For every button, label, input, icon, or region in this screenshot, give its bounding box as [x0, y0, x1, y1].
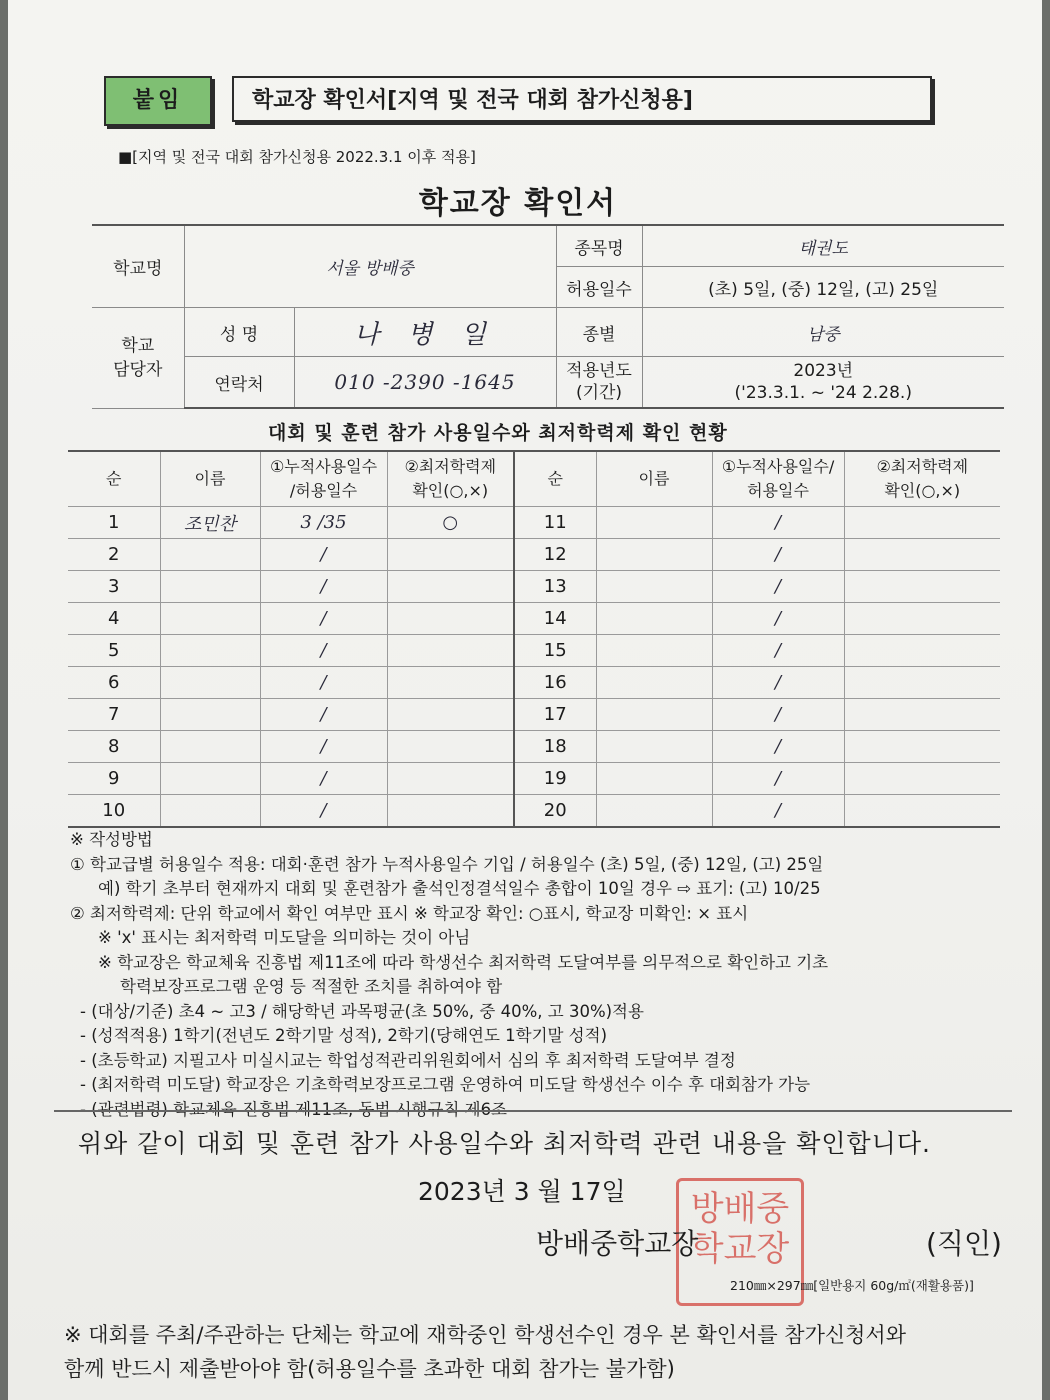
row-days-right: / [712, 667, 844, 699]
category-label: 종별 [556, 308, 642, 357]
col-days-right-line1: ①누적사용일수/ [721, 457, 835, 476]
col-grade-right-line2: 확인(○,×) [884, 481, 961, 500]
instruction-line: - (초등학교) 지필고사 미실시교는 학업성적관리위원회에서 심의 후 최저학력 도달여부 결정 [80, 1050, 736, 1070]
allowed-days-value: (초) 5일, (중) 12일, (고) 25일 [642, 267, 1004, 308]
table-row [68, 539, 1000, 571]
document-sheet [8, 0, 1042, 1400]
row-no-left: 8 [68, 731, 160, 763]
row-days-right: / [712, 795, 844, 828]
official-seal-stamp: 방배중 학교장 [676, 1178, 804, 1306]
row-no-right: 11 [514, 507, 596, 539]
col-no-right: 순 [514, 451, 596, 507]
row-no-right: 19 [514, 763, 596, 795]
row-days-left: / [260, 571, 387, 603]
year-value: 2023년 [793, 361, 854, 381]
col-grade-left-line2: 확인(○,×) [412, 481, 489, 500]
row-grade-left [387, 763, 514, 795]
instruction-line: 학력보장프로그램 운영 등 적절한 조치를 취하여야 함 [120, 977, 503, 996]
row-days-right: / [712, 731, 844, 763]
table-row [68, 731, 1000, 763]
sport-value: 태권도 [642, 225, 1004, 267]
name-label: 성 명 [184, 308, 294, 357]
row-no-left: 2 [68, 539, 160, 571]
row-grade-right [844, 699, 1000, 731]
col-days-left [260, 451, 387, 507]
col-grade-left [387, 451, 514, 507]
row-days-left: / [260, 699, 387, 731]
table-row [68, 795, 1000, 828]
table-row [68, 603, 1000, 635]
row-name-left [160, 539, 260, 571]
row-name-right [596, 539, 712, 571]
row-days-left: / [260, 763, 387, 795]
table-row [68, 635, 1000, 667]
row-no-right: 12 [514, 539, 596, 571]
row-name-right [596, 603, 712, 635]
instruction-line: ※ 'x' 표시는 최저학력 미도달을 의미하는 것이 아님 [98, 928, 471, 947]
row-grade-right [844, 795, 1000, 828]
sport-label: 종목명 [556, 225, 642, 267]
school-info-table [92, 224, 1004, 409]
col-days-left-line1: ①누적사용일수 [269, 457, 378, 476]
principal-name: 방배중학교장 [536, 1227, 699, 1260]
year-cell [642, 357, 1004, 409]
row-name-right [596, 667, 712, 699]
phone-value: 010 -2390 -1645 [294, 357, 556, 409]
row-name-left [160, 635, 260, 667]
applicability-note: ■[지역 및 전국 대회 참가신청용 2022.3.1 이후 적용] [118, 148, 476, 166]
row-grade-left [387, 795, 514, 828]
roster-table [68, 450, 1000, 828]
instruction-line: ※ 학교장은 학교체육 진흥법 제11조에 따라 학생선수 최저학력 도달여부를 의무적으로 확인하고 기초 [98, 952, 829, 972]
instruction-line: 예) 학기 초부터 현재까지 대회 및 훈련참가 출석인정결석일수 총합이 10일 경우 ⇨ 표기: (고) 10/25 [98, 879, 821, 898]
row-name-left [160, 603, 260, 635]
roster-section-title: 대회 및 훈련 참가 사용일수와 최저학력제 확인 현황 [268, 422, 728, 444]
divider [54, 1110, 1012, 1112]
row-no-right: 15 [514, 635, 596, 667]
paper-spec: 210㎜×297㎜[일반용지 60g/㎡(재활용품)] [730, 1278, 974, 1293]
col-days-right-line2: 허용일수 [747, 481, 809, 500]
school-name-value: 서울 방배중 [184, 225, 556, 308]
row-no-right: 20 [514, 795, 596, 828]
allowed-days-label: 허용일수 [556, 267, 642, 308]
row-no-right: 18 [514, 731, 596, 763]
row-no-right: 14 [514, 603, 596, 635]
phone-label: 연락처 [184, 357, 294, 409]
row-name-right [596, 763, 712, 795]
instruction-line: - (관련법령) 학교체육 진흥법 제11조, 동법 시행규칙 제6조 [80, 1099, 507, 1119]
row-days-left: 3 /35 [260, 507, 387, 539]
row-days-left: / [260, 539, 387, 571]
row-days-left: / [260, 795, 387, 828]
row-no-left: 6 [68, 667, 160, 699]
row-days-left: / [260, 667, 387, 699]
table-row [68, 763, 1000, 795]
row-grade-left [387, 571, 514, 603]
row-days-right: / [712, 571, 844, 603]
row-name-right [596, 571, 712, 603]
row-grade-right [844, 539, 1000, 571]
row-days-right: / [712, 603, 844, 635]
col-grade-right [844, 451, 1000, 507]
row-no-left: 7 [68, 699, 160, 731]
row-days-left: / [260, 731, 387, 763]
row-grade-right [844, 667, 1000, 699]
row-days-right: / [712, 635, 844, 667]
row-name-right [596, 795, 712, 828]
row-days-left: / [260, 635, 387, 667]
row-grade-left: ○ [387, 507, 514, 539]
row-grade-left [387, 635, 514, 667]
table-row [68, 699, 1000, 731]
row-name-left [160, 571, 260, 603]
table-row [68, 507, 1000, 539]
row-name-right [596, 635, 712, 667]
instruction-line: - (최저학력 미도달) 학교장은 기초학력보장프로그램 운영하여 미도달 학생선수 이수 후 대회참가 가능 [80, 1075, 811, 1094]
row-grade-left [387, 603, 514, 635]
col-days-left-line2: /허용일수 [289, 481, 358, 500]
row-days-right: / [712, 539, 844, 571]
contact-person-label: 학교 담당자 [92, 308, 184, 409]
row-name-left [160, 763, 260, 795]
row-grade-left [387, 539, 514, 571]
col-name-right: 이름 [596, 451, 712, 507]
row-name-left [160, 699, 260, 731]
writing-instructions [70, 828, 1010, 1122]
row-days-left: / [260, 603, 387, 635]
document-title-box: 학교장 확인서[지역 및 전국 대회 참가신청용] [232, 76, 932, 122]
row-name-right [596, 699, 712, 731]
row-no-left: 10 [68, 795, 160, 828]
row-no-left: 1 [68, 507, 160, 539]
col-days-right [712, 451, 844, 507]
row-no-right: 17 [514, 699, 596, 731]
col-grade-right-line1: ②최저학력제 [876, 457, 969, 476]
row-grade-left [387, 699, 514, 731]
row-no-left: 3 [68, 571, 160, 603]
row-name-right [596, 731, 712, 763]
issue-date: 2023년 3 월 17일 [418, 1177, 626, 1206]
row-no-right: 13 [514, 571, 596, 603]
row-no-left: 4 [68, 603, 160, 635]
row-grade-right [844, 635, 1000, 667]
roster-header-row [68, 451, 1000, 507]
row-grade-left [387, 731, 514, 763]
row-grade-left [387, 667, 514, 699]
name-value: 나 병 일 [294, 308, 556, 357]
instruction-line: ① 학교급별 허용일수 적용: 대회·훈련 참가 누적사용일수 기입 / 허용일수 (초) 5일, (중) 12일, (고) 25일 [70, 854, 824, 874]
row-name-left [160, 795, 260, 828]
row-grade-right [844, 507, 1000, 539]
row-no-left: 5 [68, 635, 160, 667]
instructions-title: ※ 작성방법 [70, 830, 153, 849]
col-no-left: 순 [68, 451, 160, 507]
instruction-line: - (성적적용) 1학기(전년도 2학기말 성적), 2학기(당해연도 1학기말 성적) [80, 1026, 608, 1045]
row-grade-right [844, 603, 1000, 635]
confirmation-statement: 위와 같이 대회 및 훈련 참가 사용일수와 최저학력 관련 내용을 확인합니다. [78, 1129, 931, 1158]
seal-label: (직인) [926, 1227, 1002, 1260]
row-name-left: 조민찬 [160, 507, 260, 539]
row-name-right [596, 507, 712, 539]
instruction-line: - (대상/기준) 초4 ~ 고3 / 해당학년 과목평균(초 50%, 중 40%, 고 30%)적용 [80, 1001, 644, 1021]
row-days-right: / [712, 507, 844, 539]
row-no-right: 16 [514, 667, 596, 699]
table-row [68, 667, 1000, 699]
col-name-left: 이름 [160, 451, 260, 507]
row-no-left: 9 [68, 763, 160, 795]
row-grade-right [844, 763, 1000, 795]
row-days-right: / [712, 763, 844, 795]
school-name-label: 학교명 [92, 225, 184, 308]
category-value: 남중 [642, 308, 1004, 357]
row-days-right: / [712, 699, 844, 731]
instruction-line: ② 최저학력제: 단위 학교에서 확인 여부만 표시 ※ 학교장 확인: ○표시, 학교장 미확인: × 표시 [70, 903, 749, 923]
table-row [68, 571, 1000, 603]
period-value: ('23.3.1. ~ '24 2.28.) [734, 383, 912, 403]
row-grade-right [844, 571, 1000, 603]
row-grade-right [844, 731, 1000, 763]
footer-note: ※ 대회를 주최/주관하는 단체는 학교에 재학중인 학생선수인 경우 본 확인서를 참가신청서와 함께 반드시 제출받아야 함(허용일수를 초과한 대회 참가는 불가함) [64, 1323, 907, 1381]
main-title: 학교장 확인서 [418, 186, 618, 221]
row-name-left [160, 731, 260, 763]
year-label: 적용년도 (기간) [556, 357, 642, 409]
attachment-label: 붙임 [104, 76, 212, 126]
col-grade-left-line1: ②최저학력제 [404, 457, 497, 476]
row-name-left [160, 667, 260, 699]
